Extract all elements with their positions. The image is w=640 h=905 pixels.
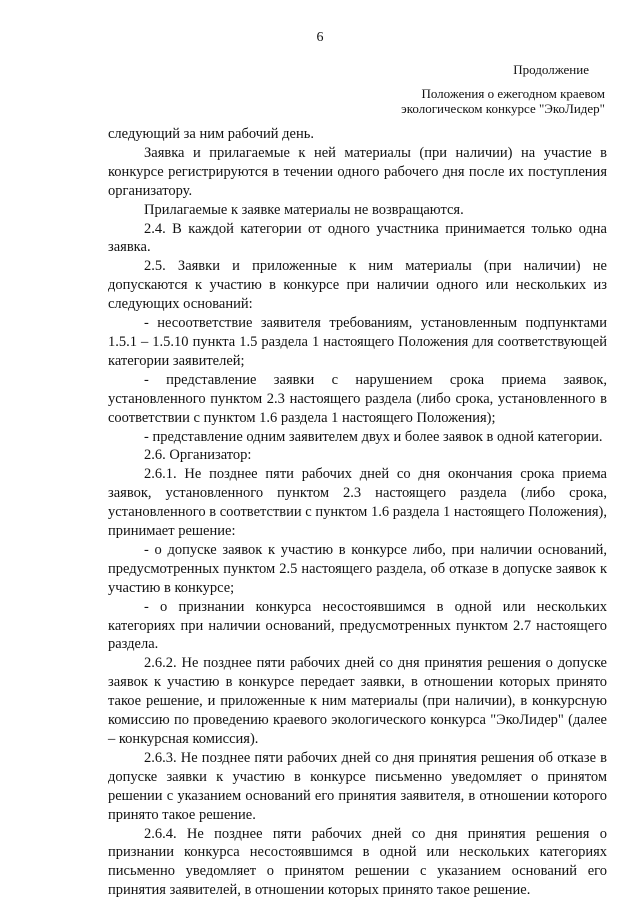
paragraph: 2.6.2. Не позднее пяти рабочих дней со дня принятия решения о допуске заявок к участию в конкурсе передает заявки, в отношении которых принято такое решение, и приложенные к ним материалы (при наличии), в конкурсную комиссию по проведению краевого экологического конкурса "ЭкоЛидер" (далее – конкурсная комиссия). xyxy=(108,655,607,747)
paragraph: 2.4. В каждой категории от одного участника принимается только одна заявка. xyxy=(108,220,607,256)
paragraph: следующий за ним рабочий день. xyxy=(108,126,314,142)
paragraph: - представление одним заявителем двух и более заявок в одной категории. xyxy=(144,428,603,445)
paragraph: Заявка и прилагаемые к ней материалы (при наличии) на участие в конкурсе регистрируются в течении одного рабочего дня после их поступления организатору. xyxy=(108,144,607,199)
header-line-1: Положения о ежегодном краевом xyxy=(421,86,605,101)
paragraph: - несоответствие заявителя требованиям, установленным подпунктами 1.5.1 – 1.5.10 пункта 1.5 раздела 1 настоящего Положения для соответствующей категории заявителей; xyxy=(108,315,607,369)
paragraph: 2.6. Организатор: xyxy=(144,447,252,464)
paragraph: Прилагаемые к заявке материалы не возвращаются. xyxy=(144,201,464,218)
paragraph: 2.5. Заявки и приложенные к ним материалы (при наличии) не допускаются к участию в конкурсе при наличии одного или нескольких из следующих оснований: xyxy=(108,258,607,313)
paragraph: - представление заявки с нарушением срока приема заявок, установленного пунктом 2.3 настоящего раздела (либо срока, установленного в соответствии с пунктом 1.6 раздела 1 настоящего Положения); xyxy=(108,371,607,426)
document-header xyxy=(345,62,605,116)
paragraph: 2.6.4. Не позднее пяти рабочих дней со дня принятия решения о признании конкурса несостоявшимся в одной или нескольких категориях письменно уведомляет о принятом решении с указанием оснований его принятия заявителей, в отношении которых принято такое решение. xyxy=(108,825,607,899)
document-body xyxy=(108,125,607,900)
header-line-2: экологическом конкурсе "ЭкоЛидер" xyxy=(401,101,605,116)
paragraph: 2.6.3. Не позднее пяти рабочих дней со дня принятия решения об отказе в допуске заявки к участию в конкурсе письменно уведомляет о принятом решении с указанием оснований его принятия заявителя, в отношении которого принято такое решение. xyxy=(108,749,607,823)
page-number: 6 xyxy=(316,30,324,45)
paragraph: - о признании конкурса несостоявшимся в одной или нескольких категориях при наличии оснований, предусмотренных пунктом 2.7 настоящего раздела. xyxy=(108,598,607,653)
paragraph: - о допуске заявок к участию в конкурсе либо, при наличии оснований, предусмотренных пунктом 2.5 настоящего раздела, об отказе в допуске заявок к участию в конкурсе; xyxy=(108,541,607,596)
header-continuation: Продолжение xyxy=(513,62,589,77)
paragraph: 2.6.1. Не позднее пяти рабочих дней со дня окончания срока приема заявок, установленного пунктом 2.3 настоящего раздела (либо срока, установленного в соответствии с пунктом 1.6 раздела 1 настоящего Положения), принимает решение: xyxy=(108,466,607,540)
